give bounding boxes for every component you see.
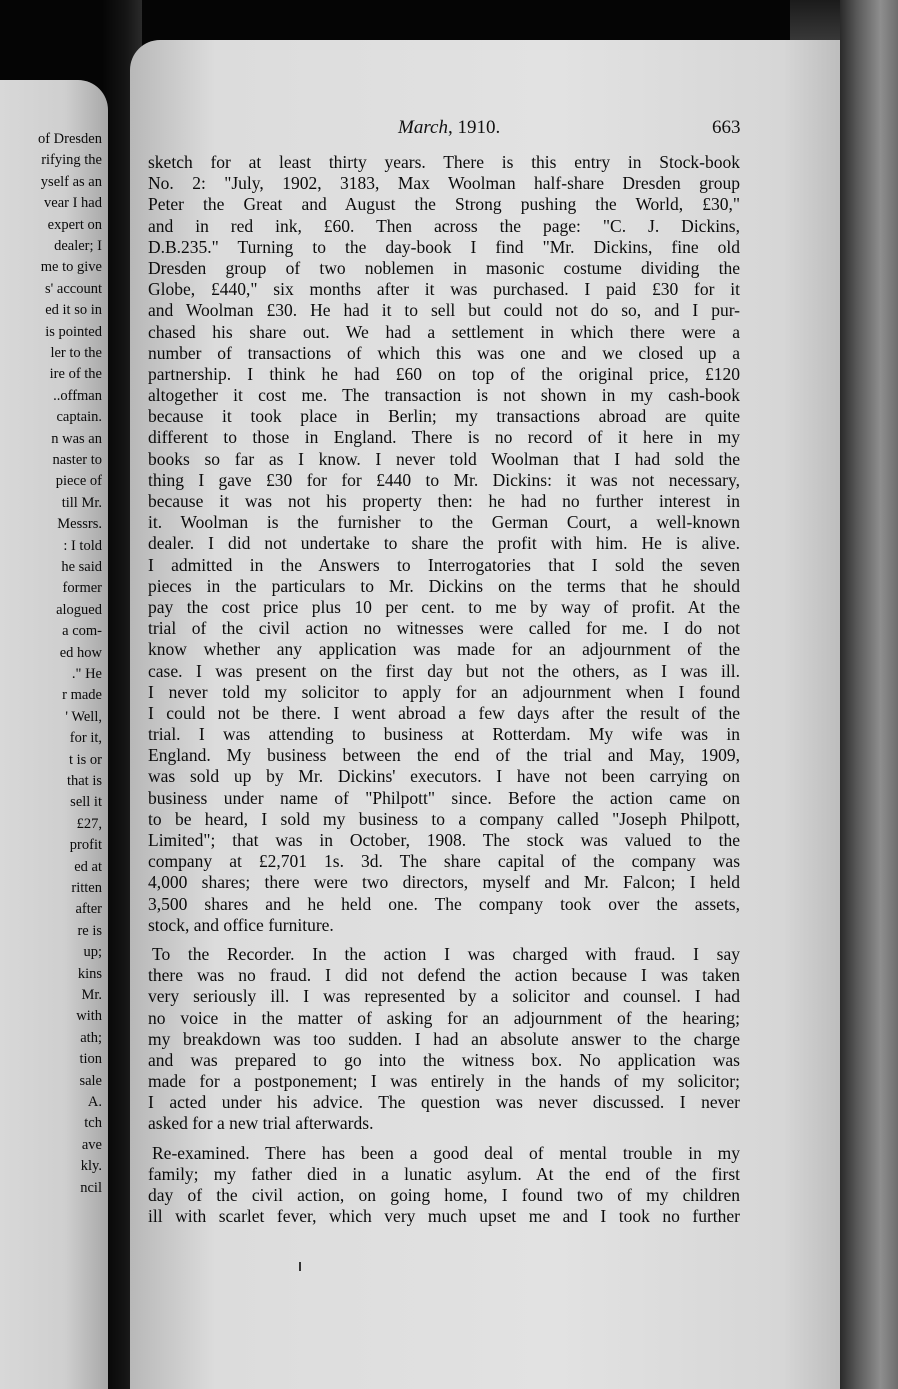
left-page-fragment: £27, <box>76 815 102 832</box>
body-text <box>148 152 740 1227</box>
left-page-fragment: yself as an <box>40 173 102 190</box>
left-page-fragment: ." He <box>71 666 102 682</box>
body-line: To the Recorder. In the action I was charged with fraud. I say <box>152 943 740 964</box>
left-page-fragment: till Mr. <box>61 494 102 511</box>
body-line: business under name of "Philpott" since. Before the action came on <box>148 787 740 808</box>
left-page-fragment: s' account <box>45 280 102 297</box>
left-page-fragment: ..offman <box>53 387 102 404</box>
left-page-fragment: with <box>76 1008 102 1025</box>
paragraph-gap <box>148 1135 740 1143</box>
body-line: books so far as I know. I never told Woolman that I had sold the <box>148 448 740 469</box>
body-line: know whether any application was made for an adjournment of the <box>148 639 740 660</box>
left-page-fragment: ler to the <box>50 345 102 361</box>
body-line: to be heard, I sold my business to a company called "Joseph Philpott, <box>148 808 740 829</box>
left-page-fragment: sell it <box>70 794 102 811</box>
body-line: partnership. I think he had £60 on top of the original price, £120 <box>148 363 740 384</box>
left-page-fragment: he said <box>61 559 102 575</box>
body-line: Re-examined. There has been a good deal of mental trouble in my <box>152 1142 740 1163</box>
left-page-fragment: tion <box>79 1051 102 1068</box>
body-line: company at £2,701 1s. 3d. The share capital of the company was <box>148 851 740 872</box>
body-line: day of the civil action, on going home, I found two of my children <box>148 1185 740 1205</box>
left-page-fragment: dealer; I <box>54 238 102 254</box>
left-page-fragment: for it, <box>69 730 102 747</box>
running-head-year: , 1910. <box>447 117 501 138</box>
left-page-fragment: me to give <box>40 259 102 276</box>
running-head <box>398 117 500 139</box>
left-page-fragment: expert on <box>47 216 102 233</box>
body-line: case. I was present on the first day but not the others, as I was ill. <box>148 660 740 681</box>
left-page-fragment: is pointed <box>45 323 102 340</box>
left-page-fragment: tch <box>84 1115 102 1132</box>
body-line: No. 2: "July, 1902, 3183, Max Woolman half-share Dresden group <box>148 173 740 194</box>
left-page-fragment: kins <box>77 965 102 982</box>
left-page-fragment: re is <box>77 922 102 939</box>
left-page-fragment: after <box>75 901 102 918</box>
left-page-fragment: profit <box>69 837 102 854</box>
body-line: pieces in the particulars to Mr. Dickins on the terms that he should <box>148 575 740 596</box>
body-line: dealer. I did not undertake to share the profit with him. He is alive. <box>148 533 740 554</box>
book-edge-right <box>840 0 898 1389</box>
body-line: Limited"; that was in October, 1908. The stock was valued to the <box>148 830 740 850</box>
left-page-fragment: ire of the <box>49 366 102 383</box>
left-page-fragment: a com- <box>62 623 102 640</box>
left-page-fragment: alogued <box>56 601 102 618</box>
left-page-fragment: rifying the <box>41 152 102 169</box>
left-page-fragment: A. <box>87 1094 102 1110</box>
left-page-fragment: of Dresden <box>37 131 102 147</box>
left-page-fragment: n was an <box>51 430 102 447</box>
body-line: I acted under his advice. The question was never discussed. I never <box>148 1092 740 1113</box>
body-line: chased his share out. We had a settlement in which there were a <box>148 321 740 342</box>
body-line: because it was not his property then: he had no further interest in <box>148 491 740 511</box>
left-page-fragment: captain. <box>56 409 102 426</box>
body-line: altogether it cost me. The transaction is not shown in my cash-book <box>148 385 740 406</box>
left-page-fragment: naster to <box>52 452 102 468</box>
left-page-fragment: ncil <box>80 1179 102 1196</box>
body-line: I could not be there. I went abroad a few days after the result of the <box>148 702 740 723</box>
body-line: 3,500 shares and he held one. The company took over the assets, <box>148 893 740 914</box>
body-line: D.B.235." Turning to the day-book I find "Mr. Dickins, fine old <box>148 236 740 257</box>
body-line: and was prepared to go into the witness box. No application was <box>148 1049 740 1070</box>
body-line: ill with scarlet fever, which very much upset me and I took no further <box>148 1206 740 1227</box>
left-page-fragment: ed it so in <box>45 302 102 319</box>
left-page-fragment: former <box>62 580 102 597</box>
paragraph-gap <box>148 936 740 944</box>
body-line: Peter the Great and August the Strong pushing the World, £30," <box>148 194 740 215</box>
body-line: thing I gave £30 for for £440 to Mr. Dickins: it was not necessary, <box>148 469 740 490</box>
left-page-fragment: ed at <box>74 858 102 875</box>
body-line: because it took place in Berlin; my transactions abroad are quite <box>148 406 740 427</box>
left-page <box>0 80 108 1389</box>
body-line: pay the cost price plus 10 per cent. to me by way of profit. At the <box>148 596 740 617</box>
body-line: I admitted in the Answers to Interrogatories that I sold the seven <box>148 554 740 575</box>
body-line: it. Woolman is the furnisher to the German Court, a well-known <box>148 512 740 533</box>
body-line: sketch for at least thirty years. There is this entry in Stock-book <box>148 152 740 172</box>
left-page-fragment: vear I had <box>44 195 102 212</box>
left-page-fragment: ed how <box>59 644 102 661</box>
left-page-fragment: r made <box>62 687 102 704</box>
body-line: made for a postponement; I was entirely in the hands of my solicitor; <box>148 1071 740 1092</box>
body-line: and in red ink, £60. Then across the page: "C. J. Dickins, <box>148 215 740 236</box>
body-line: there was no fraud. I did not defend the action because I was taken <box>148 965 740 986</box>
body-line: Dresden group of two noblemen in masonic costume dividing the <box>148 257 740 278</box>
body-line: stock, and office furniture. <box>148 914 334 935</box>
page-mark <box>299 1262 301 1271</box>
body-line: and Woolman £30. He had it to sell but could not do so, and I pur- <box>148 300 740 321</box>
left-page-fragment: kly. <box>80 1158 102 1175</box>
body-line: I never told my solicitor to apply for an adjournment when I found <box>148 681 740 702</box>
body-line: my breakdown was too sudden. I had an absolute answer to the charge <box>148 1028 740 1049</box>
left-page-fragment: ath; <box>80 1029 102 1046</box>
left-page-fragment: Mr. <box>81 987 102 1003</box>
running-head-month: March <box>398 117 448 138</box>
left-page-fragment: ritten <box>71 880 102 896</box>
body-line: Globe, £440," six months after it was purchased. I paid £30 for it <box>148 279 740 300</box>
body-line: England. My business between the end of the trial and May, 1909, <box>148 745 740 766</box>
body-line: trial. I was attending to business at Rotterdam. My wife was in <box>148 724 740 745</box>
body-line: trial of the civil action no witnesses were called for me. I do not <box>148 618 740 639</box>
left-page-fragment: : I told <box>63 537 102 554</box>
left-page-fragment: up; <box>83 944 102 961</box>
left-page-fragment: Messrs. <box>57 516 102 533</box>
body-line: no voice in the matter of asking for an adjournment of the hearing; <box>148 1007 740 1028</box>
body-line: 4,000 shares; there were two directors, myself and Mr. Falcon; I held <box>148 872 740 893</box>
page-number: 663 <box>712 117 741 138</box>
left-page-fragment: ave <box>81 1136 102 1153</box>
body-line: different to those in England. There is no record of it here in my <box>148 427 740 448</box>
left-page-fragment: piece of <box>55 473 102 490</box>
left-page-fragment: that is <box>66 773 102 789</box>
body-line: was sold up by Mr. Dickins' executors. I have not been carrying on <box>148 766 740 787</box>
body-line: asked for a new trial afterwards. <box>148 1113 374 1134</box>
left-page-fragment: sale <box>79 1072 102 1089</box>
body-line: family; my father died in a lunatic asylum. At the end of the first <box>148 1163 740 1184</box>
body-line: very seriously ill. I was represented by a solicitor and counsel. I had <box>148 986 740 1007</box>
left-page-fragment: t is or <box>68 751 102 768</box>
body-line: number of transactions of which this was one and we closed up a <box>148 342 740 363</box>
left-page-fragment: ' Well, <box>65 708 102 725</box>
